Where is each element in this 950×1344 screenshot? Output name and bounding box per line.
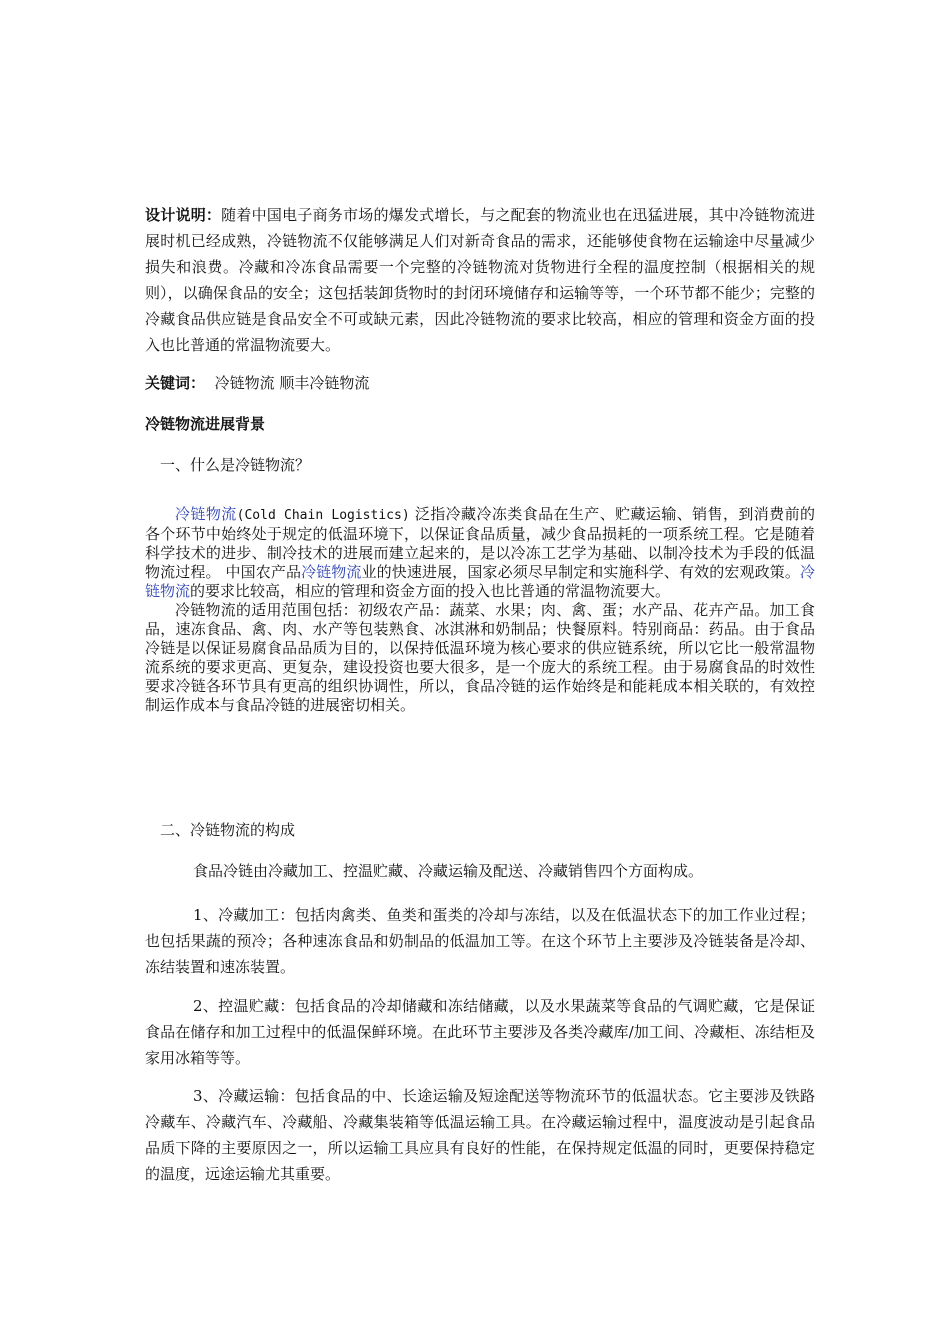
cold-chain-link-1[interactable]: 冷链物流	[175, 505, 237, 523]
section1-paragraph-2: 冷链物流的适用范围包括：初级农产品：蔬菜、水果；肉、禽、蛋；水产品、花卉产品。加工食品，速冻食品、禽、肉、水产等包装熟食、冰淇淋和奶制品；快餐原料。特别商品：药品。由于食品冷链是以保证易腐食品品质为目的，以保持低温环境为核心要求的供应链系统，所以它比一般常温物流系统的要求更高、更复杂，建设投资也要大很多，是一个庞大的系统工程。由于易腐食品的时效性要求冷链各环节具有更高的组织协调性，所以，食品冷链的运作始终是和能耗成本相关联的，有效控制运作成本与食品冷链的进展密切相关。	[145, 601, 815, 714]
cold-chain-link-3[interactable]: 冷链物流	[145, 563, 815, 600]
section2-heading: 二、冷链物流的构成	[160, 821, 296, 839]
design-note-label: 设计说明：	[145, 206, 222, 224]
design-note-paragraph	[145, 202, 815, 358]
section1-p1-text-1: 泛指冷藏冷冻类食品在生产、贮藏运输、销售，到消费前的各个环节中始终处于规定的低温环境下，以保证食品质量，减少食品损耗的一项系统工程。它是随着科学技术的进步、制冷技术的进展而建立起来的，是以冷冻工艺学为基础、以制冷技术为手段的低温物流过程。 中国农产品	[145, 505, 815, 581]
section1-p1-text-3: 的要求比较高，相应的管理和资金方面的投入也比普通的常温物流要大。	[190, 582, 671, 600]
design-note-text: 随着中国电子商务市场的爆发式增长，与之配套的物流业也在迅猛进展，其中冷链物流进展时机已经成熟，冷链物流不仅能够满足人们对新奇食品的需求，还能够使食物在运输途中尽量减少损失和浪费。冷藏和冷冻食品需要一个完整的冷链物流对货物进行全程的温度控制（根据相关的规则），以确保食品的安全；这包括装卸货物时的封闭环境储存和运输等等，一个环节都不能少；完整的冷藏食品供应链是食品安全不可或缺元素，因此冷链物流的要求比较高，相应的管理和资金方面的投入也比普通的常温物流要大。	[145, 206, 815, 354]
keywords-text: 冷链物流 顺丰冷链物流	[214, 374, 370, 392]
section2-item-3: 3、冷藏运输：包括食品的中、长途运输及短途配送等物流环节的低温状态。它主要涉及铁路冷藏车、冷藏汽车、冷藏船、冷藏集装箱等低温运输工具。在冷藏运输过程中，温度波动是引起食品品质下降的主要原因之一，所以运输工具应具有良好的性能，在保持规定低温的同时，更要保持稳定的温度，远途运输尤其重要。	[145, 1087, 815, 1183]
background-heading: 冷链物流进展背景	[145, 415, 266, 433]
cold-chain-link-2[interactable]: 冷链物流	[301, 563, 362, 581]
english-term: (Cold Chain Logistics)	[236, 508, 410, 523]
keywords-line	[145, 370, 815, 396]
section1-heading: 一、什么是冷链物流？	[160, 456, 311, 474]
keywords-label: 关键词：	[145, 374, 206, 392]
section1-paragraph-1	[145, 505, 815, 715]
section1-p1-text-2: 业的快速进展，国家必须尽早制定和实施科学、有效的宏观政策。	[361, 563, 800, 581]
section2-item-2: 2、控温贮藏：包括食品的冷却储藏和冻结储藏，以及水果蔬菜等食品的气调贮藏，它是保证食品在储存和加工过程中的低温保鲜环境。在此环节主要涉及各类冷藏库/加工间、冷藏柜、冻结柜及家用冰箱等等。	[145, 997, 815, 1067]
section2-item-1: 1、冷藏加工：包括肉禽类、鱼类和蛋类的冷却与冻结，以及在低温状态下的加工作业过程；也包括果蔬的预冷；各种速冻食品和奶制品的低温加工等。在这个环节上主要涉及冷链装备是冷却、冻结装置和速冻装置。	[145, 906, 815, 976]
section2-intro: 食品冷链由冷藏加工、控温贮藏、冷藏运输及配送、冷藏销售四个方面构成。	[193, 862, 704, 880]
